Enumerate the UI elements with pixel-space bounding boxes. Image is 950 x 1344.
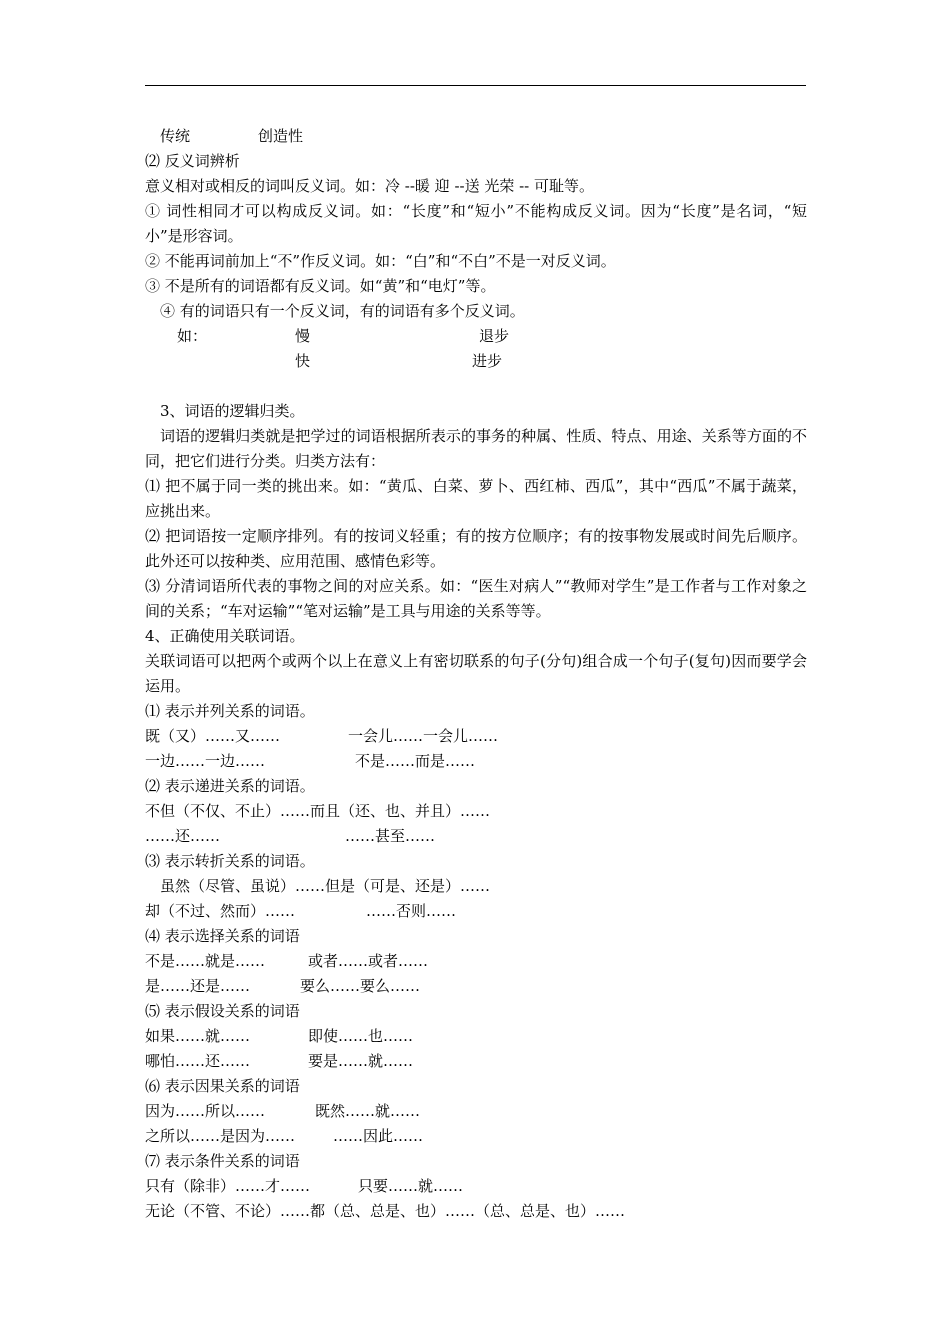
example-regress: 退步 <box>479 327 510 345</box>
logic-method-3: ⑶ 分清词语所代表的事物之间的对应关系。如：“医生对病人”“教师对学生”是工作者与工作对象之间的关系；“车对运输”“笔对运输”是工具与用途的关系等等。 <box>145 577 807 620</box>
conj-group-title: ⑷ 表示选择关系的词语 <box>145 927 300 945</box>
conj-row <box>145 899 807 924</box>
word-pair-row <box>145 124 807 149</box>
conj-row <box>145 724 807 749</box>
conj-row <box>145 749 807 774</box>
conj-row <box>145 949 807 974</box>
conj-row <box>145 1024 807 1049</box>
conj-row <box>145 824 807 849</box>
conj-pair: 一会儿……一会儿…… <box>348 727 499 745</box>
conj-pair: 即使……也…… <box>308 1027 414 1045</box>
conj-group-title: ⑹ 表示因果关系的词语 <box>145 1077 300 1095</box>
conj-heading: 4、正确使用关联词语。 <box>145 627 305 645</box>
conj-pair: 或者……或者…… <box>308 952 429 970</box>
antonym-example-row-1 <box>145 324 807 349</box>
conj-row <box>145 974 807 999</box>
conj-pair: 是……还是…… <box>145 977 251 995</box>
example-fast: 快 <box>295 352 311 370</box>
conj-pair: 既然……就…… <box>315 1102 421 1120</box>
conj-row <box>145 1174 807 1199</box>
antonym-rule-2: ② 不能再词前加上“不”作反义词。如：“白”和“不白”不是一对反义词。 <box>145 252 616 270</box>
conj-row <box>145 799 807 824</box>
conj-row <box>145 1124 807 1149</box>
conj-row <box>145 1049 807 1074</box>
header-rule <box>145 85 806 86</box>
conj-pair: ……因此…… <box>333 1127 424 1145</box>
document-body <box>145 124 807 1224</box>
conj-pair: 因为……所以…… <box>145 1102 266 1120</box>
conj-pair: ……甚至…… <box>345 827 436 845</box>
conj-group-title: ⑶ 表示转折关系的词语。 <box>145 852 315 870</box>
logic-intro: 词语的逻辑归类就是把学过的词语根据所表示的事务的种属、性质、特点、用途、关系等方面的不同，把它们进行分类。归类方法有： <box>145 427 807 470</box>
conj-pair: 虽然（尽管、虽说）……但是（可是、还是）…… <box>160 877 491 895</box>
conj-pair: 要是……就…… <box>308 1052 414 1070</box>
logic-method-2: ⑵ 把词语按一定顺序排列。有的按词义轻重；有的按方位顺序；有的按事物发展或时间先后顺序。此外还可以按种类、应用范围、感情色彩等。 <box>145 527 807 570</box>
conj-pair: 要么……要么…… <box>300 977 421 995</box>
example-slow: 慢 <box>295 327 311 345</box>
antonym-rule-4: ④ 有的词语只有一个反义词，有的词语有多个反义词。 <box>160 302 525 320</box>
conj-pair: 如果……就…… <box>145 1027 251 1045</box>
antonym-rule-3: ③ 不是所有的词语都有反义词。如“黄”和“电灯”等。 <box>145 277 496 295</box>
word-creativity: 创造性 <box>258 127 304 145</box>
conj-intro: 关联词语可以把两个或两个以上在意义上有密切联系的句子(分句)组合成一个句子(复句)因而要学会运用。 <box>145 652 807 695</box>
conj-pair: 之所以……是因为…… <box>145 1127 296 1145</box>
conj-pair: ……否则…… <box>366 902 457 920</box>
conj-group-title: ⑸ 表示假设关系的词语 <box>145 1002 300 1020</box>
conj-group-title: ⑴ 表示并列关系的词语。 <box>145 702 315 720</box>
example-label: 如： <box>177 327 208 345</box>
conj-pair: 只要……就…… <box>358 1177 464 1195</box>
conj-pair: 不是……而是…… <box>355 752 476 770</box>
logic-method-1: ⑴ 把不属于同一类的挑出来。如：“黄瓜、白菜、萝卜、西红柿、西瓜”，其中“西瓜”不属于蔬菜，应挑出来。 <box>145 477 807 520</box>
conj-pair: 只有（除非）……才…… <box>145 1177 311 1195</box>
antonym-rule-1: ① 词性相同才可以构成反义词。如：“长度”和“短小”不能构成反义词。因为“长度”是名词，“短小”是形容词。 <box>145 202 807 245</box>
conj-row <box>145 1199 807 1224</box>
conj-pair: 无论（不管、不论）……都（总、总是、也）……（总、总是、也）…… <box>145 1202 626 1220</box>
conj-pair: 一边……一边…… <box>145 752 266 770</box>
conj-row <box>145 874 807 899</box>
conj-pair: 既（又）……又…… <box>145 727 281 745</box>
antonym-heading: ⑵ 反义词辨析 <box>145 152 240 170</box>
conj-pair: 却（不过、然而）…… <box>145 902 296 920</box>
conj-row <box>145 1099 807 1124</box>
conj-group-title: ⑺ 表示条件关系的词语 <box>145 1152 300 1170</box>
word-traditional: 传统 <box>160 127 191 145</box>
conj-group-title: ⑵ 表示递进关系的词语。 <box>145 777 315 795</box>
example-progress: 进步 <box>472 352 503 370</box>
antonym-example-row-2 <box>145 349 807 374</box>
logic-heading: 3、词语的逻辑归类。 <box>160 402 305 420</box>
conj-pair: 不是……就是…… <box>145 952 266 970</box>
conj-pair: ……还…… <box>145 827 221 845</box>
antonym-intro: 意义相对或相反的词叫反义词。如：冷 --暖 迎 --送 光荣 -- 可耻等。 <box>145 177 595 195</box>
conj-pair: 哪怕……还…… <box>145 1052 251 1070</box>
conj-pair: 不但（不仅、不止）……而且（还、也、并且）…… <box>145 802 491 820</box>
